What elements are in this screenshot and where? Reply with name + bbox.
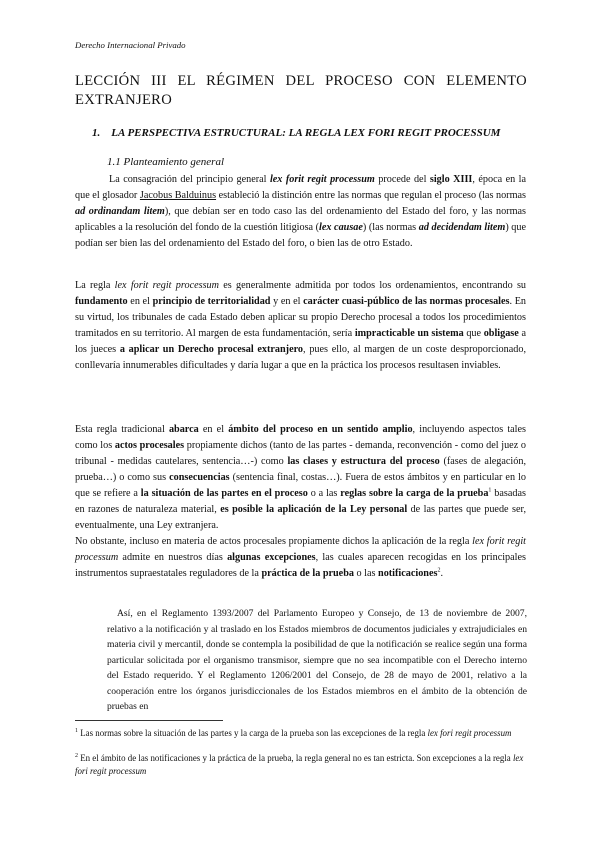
footnote-2: $^2$ En el ámbito de las notificaciones y la práctica de la prueba, la regla general no es tan estricta. Son excepciones a la regla lex fori regit processum: [75, 753, 524, 776]
lesson-title: LECCIÓN III EL RÉGIMEN DEL PROCESO CON ELEMENTO EXTRANJERO: [75, 73, 527, 108]
section-heading: [92, 127, 500, 139]
running-header: Derecho Internacional Privado: [75, 40, 186, 50]
block-quote: Así, en el Reglamento 1393/2007 del Parlamento Europeo y Consejo, de 13 de noviembre de 2007, relativo a la notificación y al traslado en los Estados miembros de documentos judiciales y extrajudiciales en materia civil y mercantil, donde se contempla la posibilidad de que la notificación se realice según una forma particular solicitada por el organismo transmisor, siempre que no sea incompatible con el Derecho interno del Estado requerido. Y el Reglamento 1206/2001 del Consejo, de 28 de mayo de 2001, relativo a la cooperación entre los órganos jurisdiccionales de los Estados miembros en el ámbito de la obtención de pruebas en: [107, 608, 527, 712]
section-number: 1.: [92, 127, 101, 139]
footnote-1: $^1$ Las normas sobre la situación de las partes y la carga de la prueba son las excepciones de la regla lex fori regit processum: [75, 728, 512, 738]
footnote-ref-1: 1: [488, 487, 492, 494]
footnote-ref-2: 2: [437, 567, 441, 574]
paragraph-1: La consagración del principio general lex forit regit processum procede del siglo XIII, época en la que el glosador Jacobus Balduinus estableció la distinción entre las normas que regulan el proceso (las normas ad ordinandam litem), que debían ser en todo caso las del ordenamiento del Estado del foro, y las normas aplicables a la resolución del fondo de la cuestión litigiosa (lex causae) (las normas ad decidendam litem) que podían ser bien las del ordenamiento del Estado del foro, o bien las de otro Estado.: [75, 174, 527, 249]
footnote-divider: [75, 720, 223, 721]
paragraph-3: Esta regla tradicional abarca en el ámbito del proceso en un sentido amplio, incluyendo aspectos tales como los actos procesales propiamente dichos (tanto de las partes - demanda, reconvención - como del juez o tribunal - medidas cautelares, sentencia…-) como las clases y estructura del proceso (fases de alegación, prueba…) o como sus consecuencias (sentencia final, costas…). Fuera de estos ámbitos y en particular en lo que se refiere a la situación de las partes en el proceso o a las reglas sobre la carga de la prueba$^1$ basadas en razones de naturaleza material, es posible la aplicación de la Ley personal de las partes que puede ser, eventualmente, una Ley extranjera.: [75, 424, 527, 531]
link-jacobus-balduinus: Jacobus Balduinus: [139, 190, 217, 201]
subsection-heading: 1.1 Planteamiento general: [107, 156, 225, 168]
section-title: LA PERSPECTIVA ESTRUCTURAL: LA REGLA LEX FORI REGIT PROCESSUM: [111, 127, 501, 139]
paragraph-2: La regla lex forit regit processum es generalmente admitida por todos los ordenamientos, encontrando su fundamento en el principio de territorialidad y en el carácter cuasi-público de las normas procesales. En su virtud, los tribunales de cada Estado deben aplicar su propio Derecho procesal a todos los procedimientos tramitados en su territorio. Al margen de esta fundamentación, sería impracticable un sistema que obligase a los jueces a aplicar un Derecho procesal extranjero, pues ello, al margen de un coste desproporcionado, conllevaría innumerables dificultades y daría lugar a que en la práctica los procesos resultasen inviables.: [75, 280, 527, 371]
paragraph-4: No obstante, incluso en materia de actos procesales propiamente dichos la aplicación de la regla lex forit regit processum admite en nuestros días algunas excepciones, las cuales aparecen recogidas en los principales instrumentos supraestatales reguladores de la práctica de la prueba o las notificaciones$^2$.: [75, 536, 526, 579]
